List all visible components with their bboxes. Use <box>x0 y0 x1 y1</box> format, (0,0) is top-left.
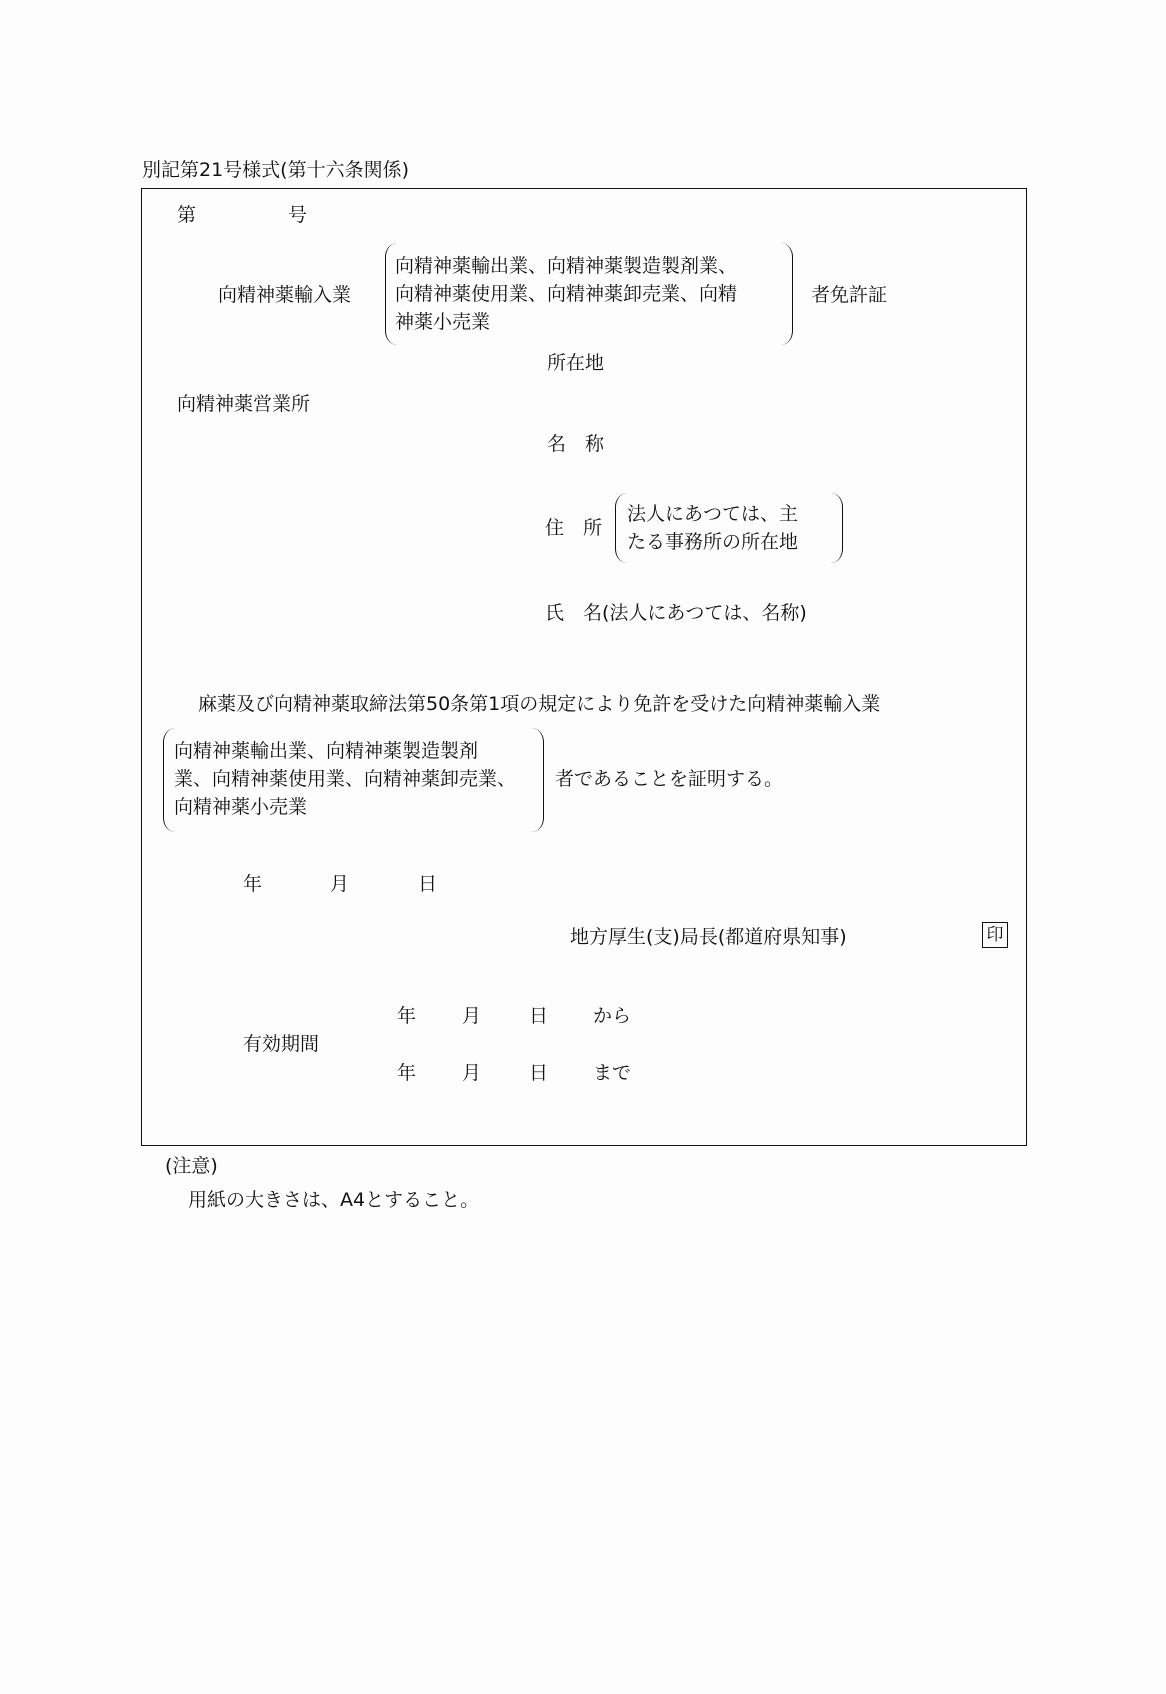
alt-business-line: 業、向精神薬使用業、向精神薬卸売業、 <box>174 768 517 790</box>
notes-item: 用紙の大きさは、A4とすること。 <box>188 1189 480 1211</box>
alt-business-line: 向精神薬使用業、向精神薬卸売業、向精 <box>395 283 738 305</box>
certification-suffix: 者であることを証明する。 <box>555 768 784 790</box>
address-note-line: たる事務所の所在地 <box>627 531 799 553</box>
issuer-label: 地方厚生(支)局長(都道府県知事) <box>570 926 847 948</box>
validity-to-word: まで <box>593 1062 632 1084</box>
office-label: 向精神薬営業所 <box>177 393 311 415</box>
number-suffix: 号 <box>288 204 308 226</box>
bracket-right <box>531 728 544 832</box>
validity-to-month: 月 <box>462 1062 482 1084</box>
number-prefix: 第 <box>177 204 197 226</box>
address-label: 住 所 <box>545 517 603 539</box>
address-note <box>627 500 798 556</box>
seal-stamp: 印 <box>982 922 1008 948</box>
bracket-right <box>780 243 793 345</box>
alt-businesses <box>395 252 737 336</box>
address-note-line: 法人にあつては、主 <box>627 503 799 525</box>
certification-alt-businesses <box>174 737 516 821</box>
date-year: 年 <box>243 873 263 895</box>
alt-business-line: 神薬小売業 <box>395 311 491 333</box>
date-month: 月 <box>330 873 350 895</box>
office-name-label: 名 称 <box>547 433 605 455</box>
certification-line: 麻薬及び向精神薬取締法第50条第1項の規定により免許を受けた向精神薬輸入業 <box>198 693 881 715</box>
validity-from-word: から <box>593 1005 632 1027</box>
validity-to-day: 日 <box>529 1062 549 1084</box>
date-day: 日 <box>418 873 438 895</box>
main-business-label: 向精神薬輸入業 <box>218 284 352 306</box>
holder-name-label: 氏 名(法人にあつては、名称) <box>545 602 807 624</box>
bracket-right <box>830 493 843 563</box>
validity-to-year: 年 <box>397 1062 417 1084</box>
alt-business-line: 向精神薬小売業 <box>174 796 308 818</box>
alt-business-line: 向精神薬輸出業、向精神薬製造製剤業、 <box>395 255 738 277</box>
location-label: 所在地 <box>547 352 605 374</box>
validity-label: 有効期間 <box>243 1033 320 1055</box>
alt-business-line: 向精神薬輸出業、向精神薬製造製剤 <box>174 740 479 762</box>
license-title-suffix: 者免許証 <box>811 284 888 306</box>
validity-from-day: 日 <box>529 1005 549 1027</box>
form-title: 別記第21号様式(第十六条関係) <box>142 159 410 181</box>
notes-heading: (注意) <box>165 1155 218 1177</box>
validity-from-month: 月 <box>462 1005 482 1027</box>
validity-from-year: 年 <box>397 1005 417 1027</box>
